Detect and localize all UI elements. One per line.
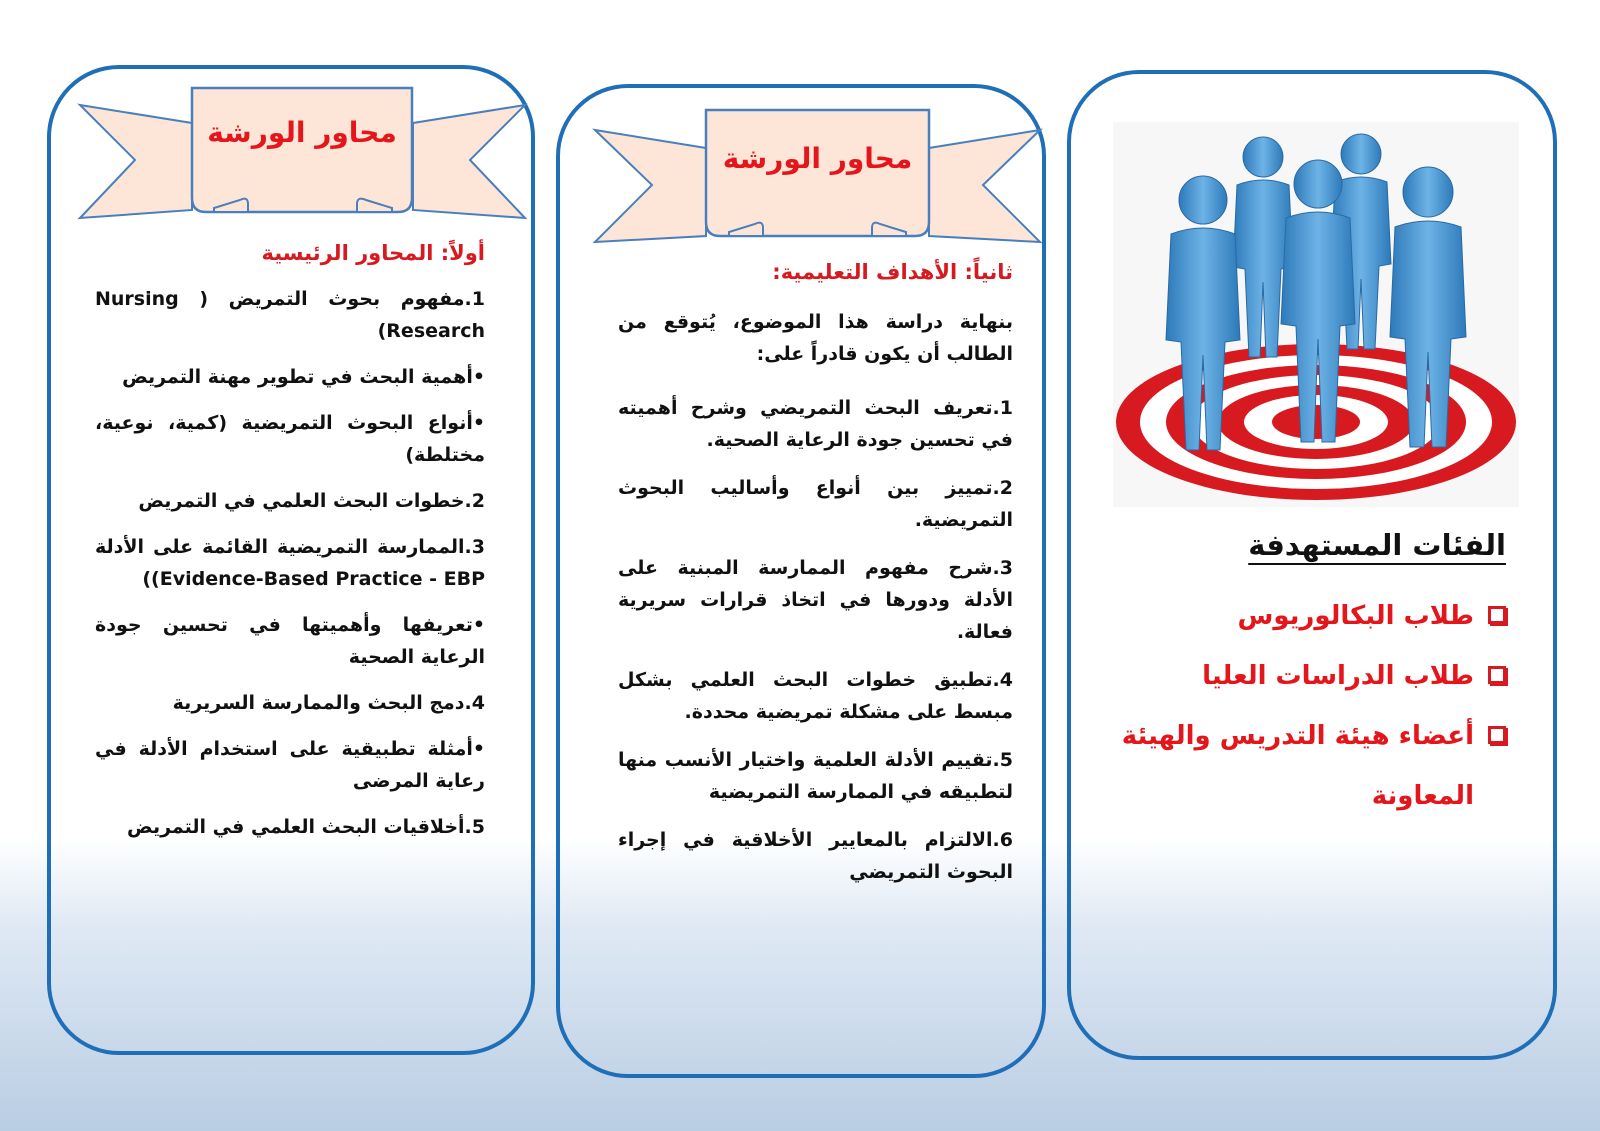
objectives-heading: ثانياً: الأهداف التعليمية: — [772, 260, 1013, 284]
objective-item: 1.تعريف البحث التمريضي وشرح أهميته في تحسين جودة الرعاية الصحية. — [618, 397, 1013, 451]
topic-item: 3.الممارسة التمريضية القائمة على الأدلة Evidence-Based Practice - EBP)) — [95, 536, 485, 590]
main-topics-heading: أولاً: المحاور الرئيسية — [261, 241, 485, 265]
topic-item: 5.أخلاقيات البحث العلمي في التمريض — [127, 816, 485, 838]
category-label: طلاب الدراسات العليا — [1202, 661, 1474, 691]
checkbox-square-icon — [1488, 726, 1506, 744]
category-label: طلاب البكالوريوس — [1237, 601, 1474, 631]
topic-item: 4.دمج البحث والممارسة السريرية — [172, 692, 485, 714]
left-panel-content — [95, 237, 485, 857]
middle-panel-content — [618, 256, 1013, 904]
checkbox-square-icon — [1488, 666, 1506, 684]
topic-item: 1.مفهوم بحوث التمريض ( Nursing Research) — [95, 288, 485, 342]
category-item — [1120, 586, 1506, 646]
objective-item: 6.الالتزام بالمعايير الأخلاقية في إجراء البحوث التمريضي — [618, 829, 1013, 883]
topic-item: 2.خطوات البحث العلمي في التمريض — [138, 490, 485, 512]
topic-item: •أهمية البحث في تطوير مهنة التمريض — [122, 366, 485, 388]
objective-item: 3.شرح مفهوم الممارسة المبنية على الأدلة ودورها في اتخاذ قرارات سريرية فعالة. — [618, 557, 1013, 643]
people-on-target-icon — [1113, 122, 1519, 507]
topic-item: •أمثلة تطبيقية على استخدام الأدلة في رعاية المرضى — [95, 738, 485, 792]
middle-ribbon-title: محاور الورشة — [722, 142, 913, 175]
objective-item: 2.تمييز بين أنواع وأساليب البحوث التمريضية. — [618, 477, 1013, 531]
topic-item: •تعريفها وأهميتها في تحسين جودة الرعاية الصحية — [95, 614, 485, 668]
categories-title: الفئات المستهدفة — [1248, 528, 1506, 562]
left-ribbon-title: محاور الورشة — [207, 116, 397, 149]
category-item — [1120, 646, 1506, 706]
objective-item: 4.تطبيق خطوات البحث العلمي بشكل مبسط على مشكلة تمريضية محددة. — [618, 669, 1013, 723]
target-categories — [1120, 528, 1506, 826]
left-ribbon — [80, 88, 525, 218]
objectives-intro: بنهاية دراسة هذا الموضوع، يُتوقع من الطالب أن يكون قادراً على: — [618, 311, 1013, 365]
topic-item: •أنواع البحوث التمريضية (كمية، نوعية، مختلطة) — [95, 412, 485, 466]
category-label: أعضاء هيئة التدريس والهيئة المعاونة — [1121, 721, 1474, 811]
category-item — [1120, 706, 1506, 826]
objective-item: 5.تقييم الأدلة العلمية واختيار الأنسب منها لتطبيقه في الممارسة التمريضية — [618, 749, 1013, 803]
middle-ribbon — [595, 110, 1040, 242]
checkbox-square-icon — [1488, 606, 1506, 624]
